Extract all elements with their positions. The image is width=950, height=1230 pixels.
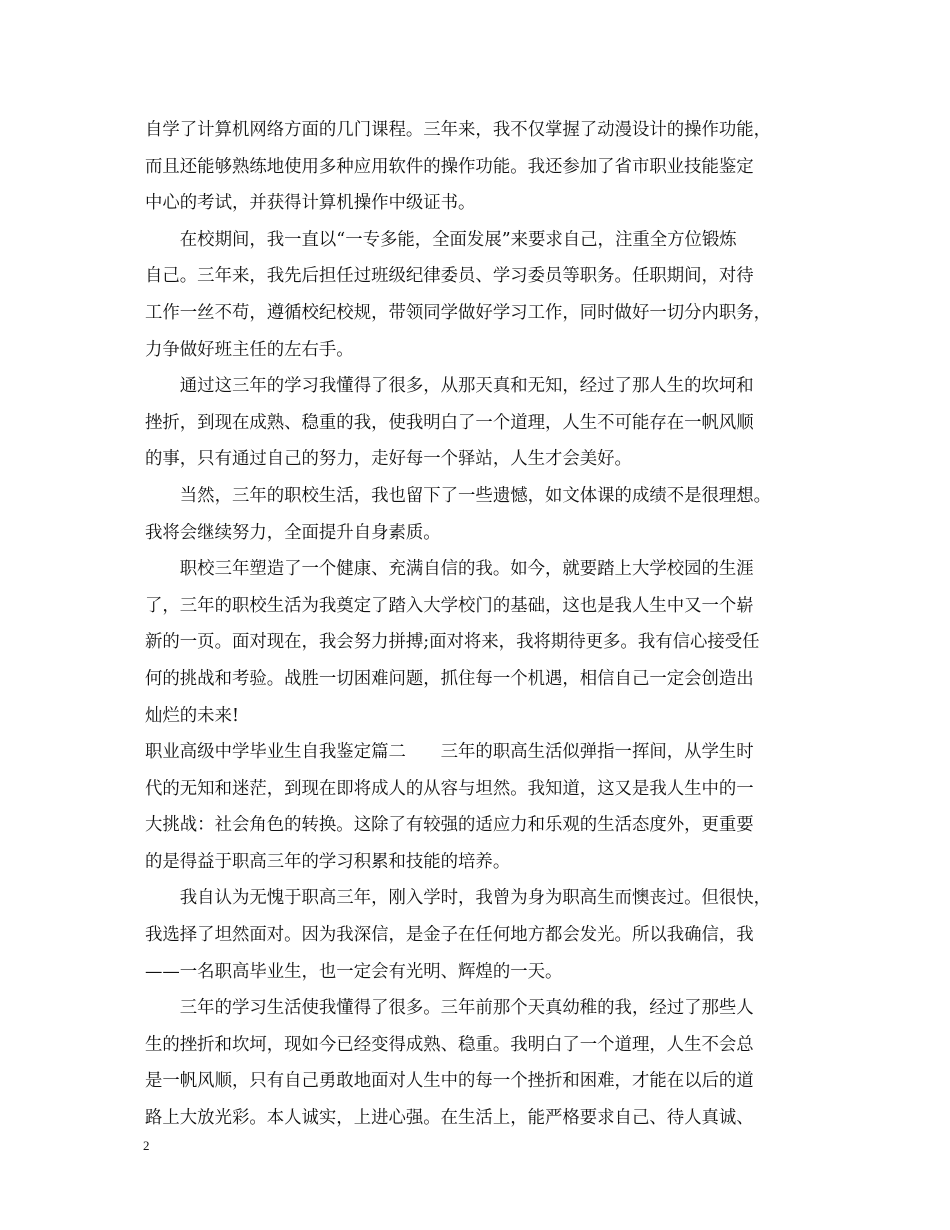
text-line: 力争做好班主任的左右手。 <box>145 339 354 360</box>
body-text <box>145 112 805 1137</box>
text-line: ——一名职高毕业生，也一定会有光明、辉煌的一天。 <box>145 961 563 982</box>
text-line: 的是得益于职高三年的学习积累和技能的培养。 <box>145 851 511 872</box>
text-line: 自学了计算机网络方面的几门课程。三年来，我不仅掌握了动漫设计的操作功能， <box>145 120 772 140</box>
text-line: 我选择了坦然面对。因为我深信，是金子在任何地方都会发光。所以我确信，我 <box>145 925 754 946</box>
text-line: 中心的考试，并获得计算机操作中级证书。 <box>145 193 476 214</box>
text-line: 而且还能够熟练地使用多种应用软件的操作功能。我还参加了省市职业技能鉴定 <box>145 156 754 177</box>
text-line: 了，三年的职校生活为我奠定了踏入大学校门的基础，这也是我人生中又一个崭 <box>145 595 754 616</box>
text-line: 的事，只有通过自己的努力，走好每一个驿站，人生才会美好。 <box>145 449 632 470</box>
section-heading-line: 职业高级中学毕业生自我鉴定篇二 三年的职高生活似弹指一挥间，从学生时 <box>145 742 754 763</box>
text-line: 是一帆风顺，只有自己勇敢地面对人生中的每一个挫折和困难，才能在以后的道 <box>145 1071 754 1092</box>
text-line: 灿烂的未来! <box>145 705 239 726</box>
text-line: 我将会继续努力，全面提升自身素质。 <box>145 522 441 543</box>
text-line: 挫折，到现在成熟、稳重的我，使我明白了一个道理，人生不可能存在一帆风顺 <box>145 412 754 433</box>
text-line: 当然，三年的职校生活，我也留下了一些遗憾，如文体课的成绩不是很理想。 <box>145 485 772 506</box>
text-line: 在校期间，我一直以“一专多能，全面发展”来要求自己，注重全方位锻炼 <box>145 229 737 250</box>
text-line: 职校三年塑造了一个健康、充满自信的我。如今，就要踏上大学校园的生涯 <box>145 559 754 580</box>
text-line: 我自认为无愧于职高三年，刚入学时，我曾为身为职高生而懊丧过。但很快， <box>145 888 772 909</box>
text-line: 自己。三年来，我先后担任过班级纪律委员、学习委员等职务。任职期间，对待 <box>145 266 754 287</box>
page-number: 2 <box>143 1138 150 1153</box>
text-line: 三年的学习生活使我懂得了很多。三年前那个天真幼稚的我，经过了那些人 <box>145 998 754 1019</box>
text-line: 代的无知和迷茫，到现在即将成人的从容与坦然。我知道，这又是我人生中的一 <box>145 778 754 799</box>
text-line: 生的挫折和坎坷，现如今已经变得成熟、稳重。我明白了一个道理，人生不会总 <box>145 1034 754 1055</box>
text-line: 何的挑战和考验。战胜一切困难问题，抓住每一个机遇，相信自己一定会创造出 <box>145 668 754 689</box>
text-line: 工作一丝不苟，遵循校纪校规，带领同学做好学习工作，同时做好一切分内职务， <box>145 302 772 323</box>
text-line: 路上大放光彩。本人诚实，上进心强。在生活上，能严格要求自己、待人真诚、 <box>145 1108 754 1129</box>
text-line: 大挑战：社会角色的转换。这除了有较强的适应力和乐观的生活态度外，更重要 <box>145 815 754 836</box>
text-line: 新的一页。面对现在，我会努力拼搏;面对将来，我将期待更多。我有信心接受任 <box>145 632 760 653</box>
text-line: 通过这三年的学习我懂得了很多，从那天真和无知，经过了那人生的坎坷和 <box>145 376 754 397</box>
